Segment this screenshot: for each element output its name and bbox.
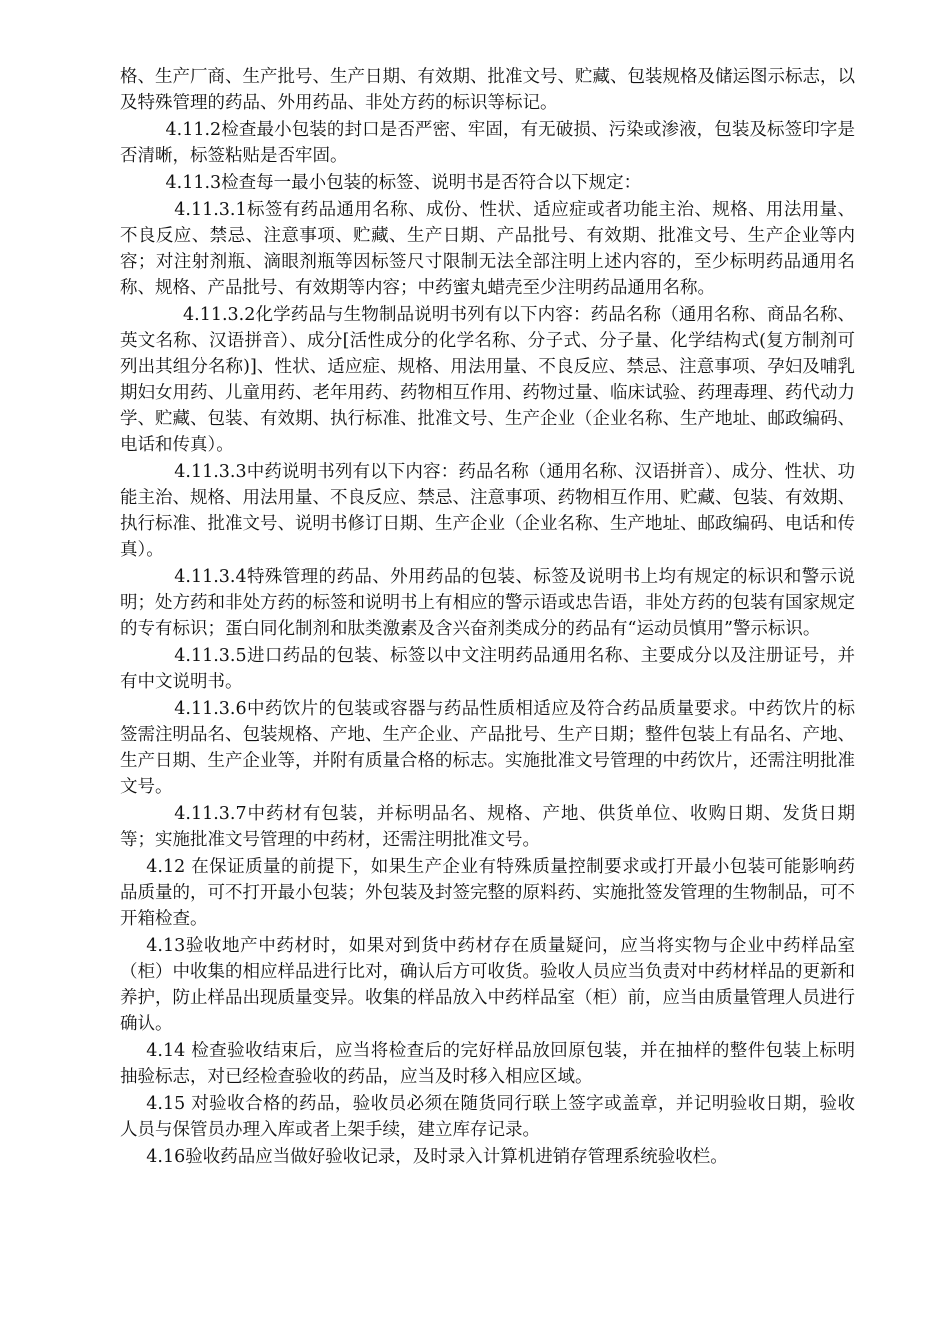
document-body [120,64,855,1171]
paragraph-4-11-3-3: 4.11.3.3中药说明书列有以下内容：药品名称（通用名称、汉语拼音）、成分、性状、功能主治、规格、用法用量、不良反应、禁忌、注意事项、药物相互作用、贮藏、包装、有效期、执行标准、批准文号、说明书修订日期、生产企业（企业名称、生产地址、邮政编码、电话和传真）。 [120,462,855,560]
paragraph-4-11-3-4: 4.11.3.4特殊管理的药品、外用药品的包装、标签及说明书上均有规定的标识和警示说明；处方药和非处方药的标签和说明书上有相应的警示语或忠告语，非处方药的包装有国家规定的专有标识；蛋白同化制剂和肽类激素及含兴奋剂类成分的药品有“运动员慎用”警示标识。 [120,567,855,639]
paragraph-4-13: 4.13验收地产中药材时，如果对到货中药材存在质量疑问，应当将实物与企业中药样品室（柜）中收集的相应样品进行比对，确认后方可收货。验收人员应当负责对中药材样品的更新和养护，防止样品出现质量变异。收集的样品放入中药样品室（柜）前，应当由质量管理人员进行确认。 [120,936,855,1034]
paragraph-4-12: 4.12 在保证质量的前提下，如果生产企业有特殊质量控制要求或打开最小包装可能影响药品质量的，可不打开最小包装；外包装及封签完整的原料药、实施批签发管理的生物制品，可不开箱检查。 [120,857,855,929]
paragraph-4-11-2: 4.11.2检查最小包装的封口是否严密、牢固，有无破损、污染或渗液，包装及标签印字是否清晰，标签粘贴是否牢固。 [120,120,855,166]
paragraph-4-11-3-5: 4.11.3.5进口药品的包装、标签以中文注明药品通用名称、主要成分以及注册证号，并有中文说明书。 [120,646,855,692]
paragraph-4-11-3: 4.11.3检查每一最小包装的标签、说明书是否符合以下规定： [165,173,642,193]
paragraph-4-11-3-6: 4.11.3.6中药饮片的包装或容器与药品性质相适应及符合药品质量要求。中药饮片的标签需注明品名、包装规格、产地、生产企业、产品批号、生产日期；整件包装上有品名、产地、生产日期、生产企业等，并附有质量合格的标志。实施批准文号管理的中药饮片，还需注明批准文号。 [120,699,855,797]
paragraph-4-11-3-2: 4.11.3.2化学药品与生物制品说明书列有以下内容：药品名称（通用名称、商品名称、英文名称、汉语拼音）、成分[活性成分的化学名称、分子式、分子量、化学结构式(复方制剂可列出其组分名称)]、性状、适应症、规格、用法用量、不良反应、禁忌、注意事项、孕妇及哺乳期妇女用药、儿童用药、老年用药、药物相互作用、药物过量、临床试验、药理毒理、药代动力学、贮藏、包装、有效期、执行标准、批准文号、生产企业（企业名称、生产地址、邮政编码、电话和传真）。 [120,305,855,455]
paragraph-4-11-3-7: 4.11.3.7中药材有包装，并标明品名、规格、产地、供货单位、收购日期、发货日期等；实施批准文号管理的中药材，还需注明批准文号。 [120,804,855,850]
paragraph-4-14: 4.14 检查验收结束后，应当将检查后的完好样品放回原包装，并在抽样的整件包装上标明抽验标志，对已经检查验收的药品，应当及时移入相应区域。 [120,1041,855,1087]
paragraph-4-16: 4.16验收药品应当做好验收记录，及时录入计算机进销存管理系统验收栏。 [146,1147,728,1167]
paragraph-4-11-3-1: 4.11.3.1标签有药品通用名称、成份、性状、适应症或者功能主治、规格、用法用量、不良反应、禁忌、注意事项、贮藏、生产日期、产品批号、有效期、批准文号、生产企业等内容；对注射剂瓶、滴眼剂瓶等因标签尺寸限制无法全部注明上述内容的，至少标明药品通用名称、规格、产品批号、有效期等内容；中药蜜丸蜡壳至少注明药品通用名称。 [120,200,855,298]
paragraph-continuation: 格、生产厂商、生产批号、生产日期、有效期、批准文号、贮藏、包装规格及储运图示标志，以及特殊管理的药品、外用药品、非处方药的标识等标记。 [120,67,855,113]
paragraph-4-15: 4.15 对验收合格的药品，验收员必须在随货同行联上签字或盖章，并记明验收日期，验收人员与保管员办理入库或者上架手续，建立库存记录。 [120,1094,855,1140]
